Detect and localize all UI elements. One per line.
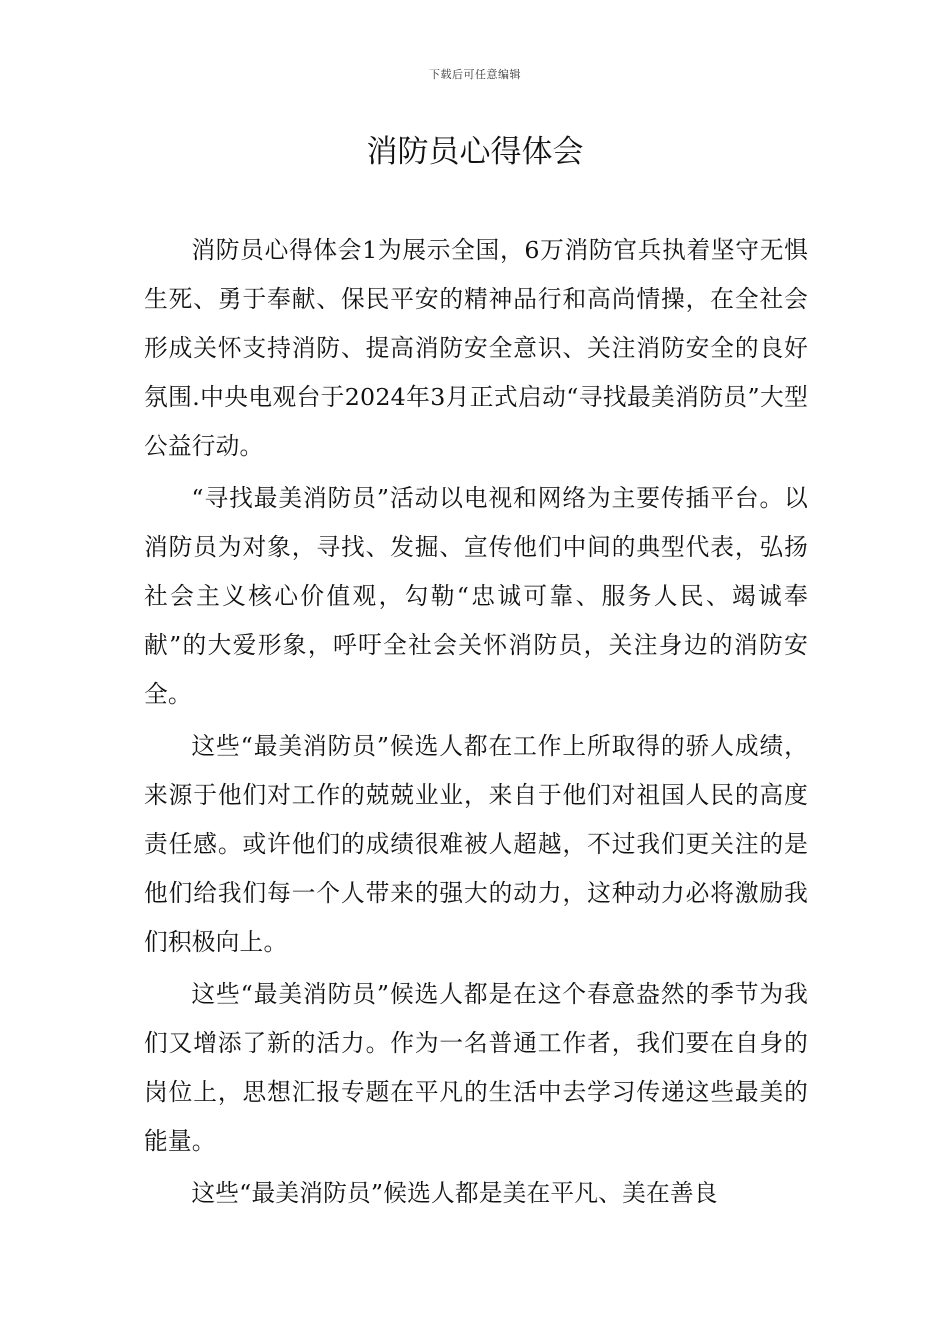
page-header-note: 下载后可任意编辑 <box>429 68 521 81</box>
paragraph-2: “寻找最美消防员”活动以电视和网络为主要传插平台。以消防员为对象，寻找、发掘、宣传他们中间的典型代表，弘扬社会主义核心价值观，勾勒“忠诚可靠、服务人民、竭诚奉献”的大爱形象，呼吁全社会关怀消防员，关注身边的消防安全。 <box>144 484 808 708</box>
paragraph-4: 这些“最美消防员”候选人都是在这个春意盎然的季节为我们又增添了新的活力。作为一名普通工作者，我们要在自身的岗位上，思想汇报专题在平凡的生活中去学习传递这些最美的能量。 <box>144 980 808 1155</box>
paragraph-5: 这些“最美消防员”候选人都是美在平凡、美在善良 <box>191 1179 718 1207</box>
document-title: 消防员心得体会 <box>366 134 584 170</box>
paragraph-1: 消防员心得体会1为展示全国，6万消防官兵执着坚守无惧生死、勇于奉献、保民平安的精神品行和高尚情操，在全社会形成关怀支持消防、提高消防安全意识、关注消防安全的良好氛围.中央电观台于2024年3月正式启动“寻找最美消防员”大型公益行动。 <box>144 236 808 460</box>
document-body <box>144 226 808 1218</box>
paragraph-3: 这些“最美消防员”候选人都在工作上所取得的骄人成绩，来源于他们对工作的兢兢业业，来自于他们对祖国人民的高度责任感。或许他们的成绩很难被人超越，不过我们更关注的是他们给我们每一个人带来的强大的动力，这种动力必将激励我们积极向上。 <box>144 732 808 956</box>
